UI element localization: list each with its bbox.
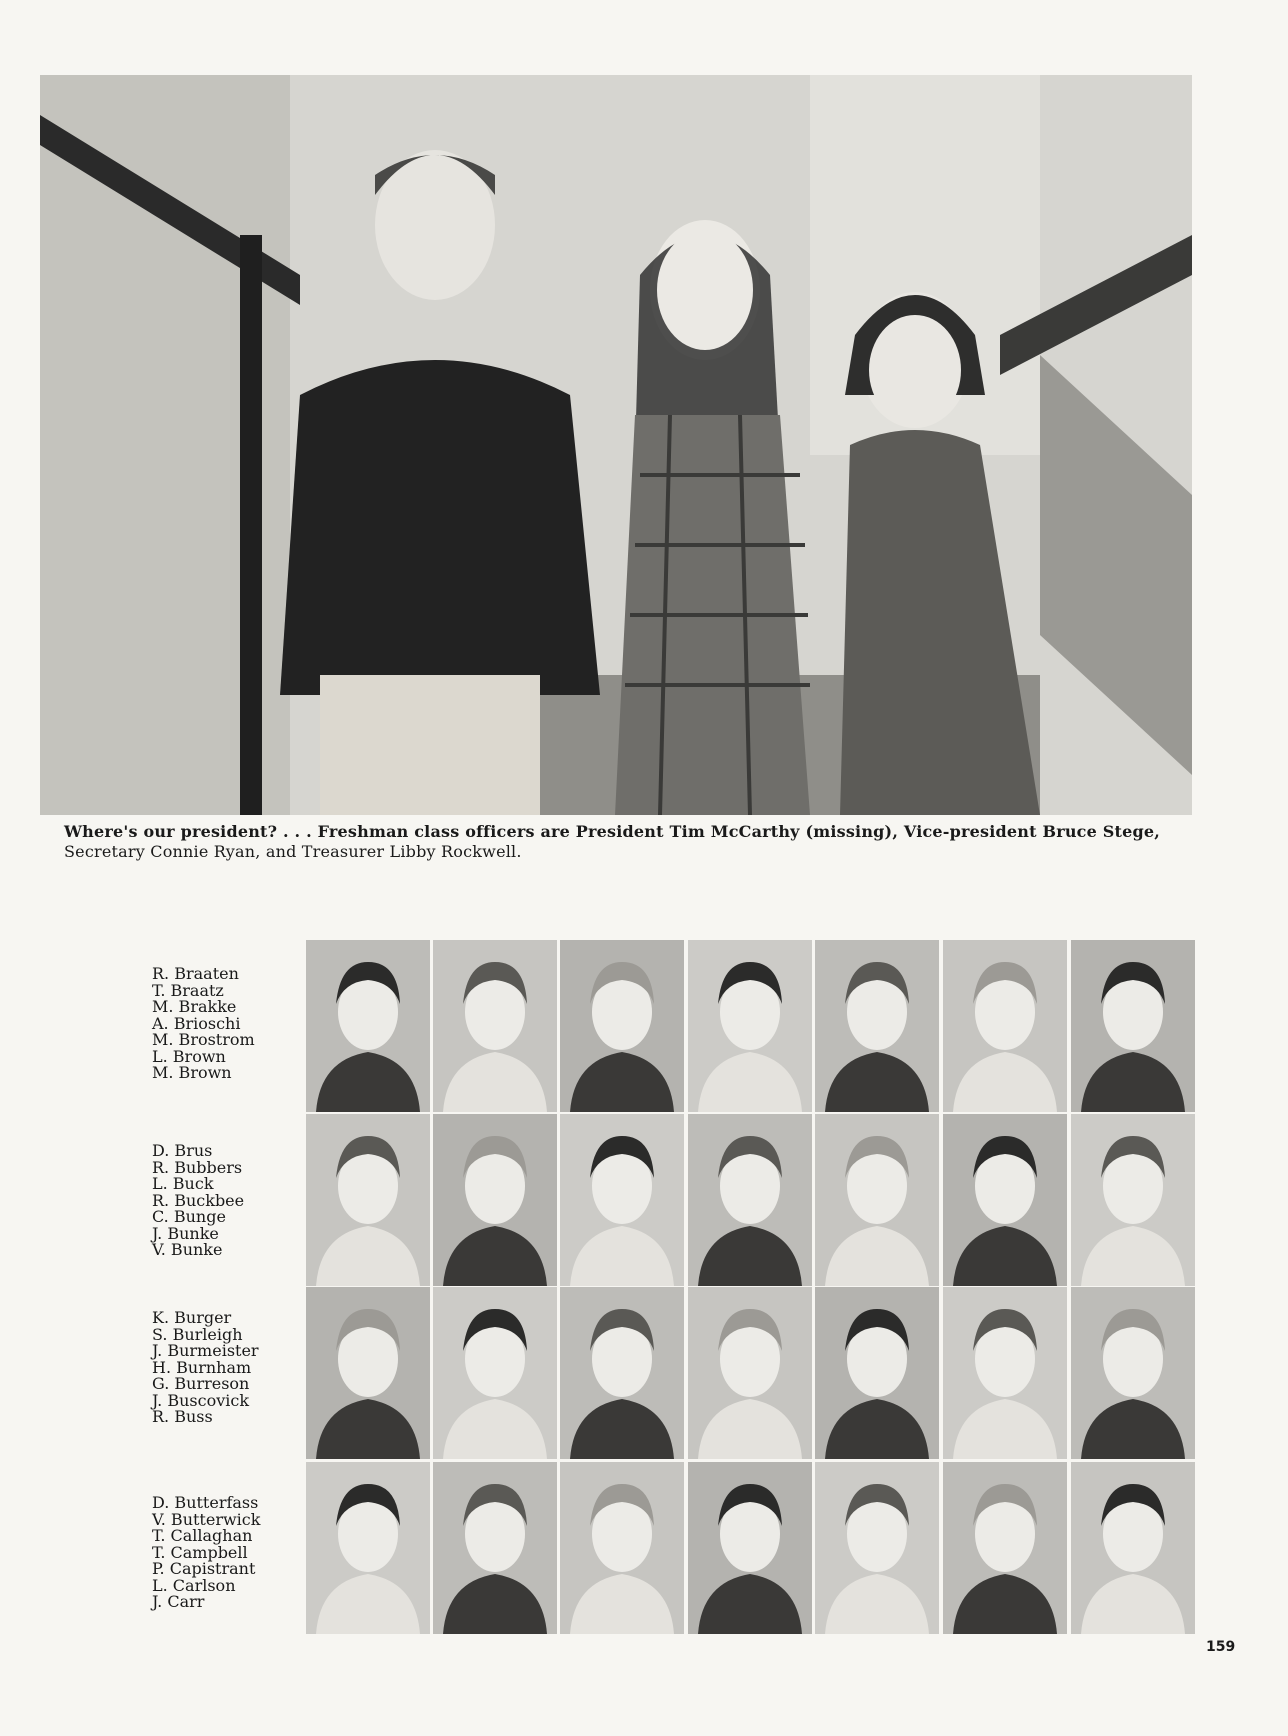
student-portrait (306, 1114, 430, 1286)
portrait-silhouette-icon (560, 1287, 684, 1459)
student-portrait (815, 940, 939, 1112)
roster-row-2 (152, 1143, 292, 1259)
roster-name: D. Butterfass (152, 1493, 259, 1512)
portrait-silhouette-icon (560, 940, 684, 1112)
student-portrait (560, 1114, 684, 1286)
roster-name: K. Burger (152, 1308, 232, 1327)
roster-row-4 (152, 1495, 292, 1611)
portrait-silhouette-icon (815, 1287, 939, 1459)
student-portrait (560, 1287, 684, 1459)
roster-row-1 (152, 966, 292, 1082)
page-number: 159 (1206, 1639, 1236, 1655)
portrait-silhouette-icon (306, 1114, 430, 1286)
class-officers-photo (40, 75, 1192, 815)
student-portrait (688, 1287, 812, 1459)
portrait-silhouette-icon (1071, 1462, 1195, 1634)
roster-name: S. Burleigh (152, 1324, 243, 1344)
portrait-silhouette-icon (433, 940, 557, 1112)
student-portrait (433, 1462, 557, 1634)
roster-name: J. Buscovick (152, 1390, 250, 1410)
roster-name: J. Bunke (152, 1223, 219, 1243)
portrait-silhouette-icon (688, 1114, 812, 1286)
portrait-silhouette-icon (815, 940, 939, 1112)
roster-name: M. Brakke (152, 997, 237, 1016)
student-portrait (1071, 1462, 1195, 1634)
roster-name: R. Buss (152, 1407, 213, 1426)
roster-name: L. Brown (152, 1046, 226, 1066)
student-portrait (815, 1114, 939, 1286)
portrait-silhouette-icon (1071, 1114, 1195, 1286)
student-portrait (560, 1462, 684, 1634)
caption-line-2: Secretary Connie Ryan, and Treasurer Libby Rockwell. (64, 842, 522, 861)
student-portrait (433, 1114, 557, 1286)
caption-line-1: Where's our president? . . . Freshman class officers are President Tim McCarthy (missing), Vice-president Bruce Stege, (64, 822, 1161, 841)
student-portrait (306, 1287, 430, 1459)
portrait-silhouette-icon (306, 1287, 430, 1459)
roster-name: D. Brus (152, 1141, 213, 1160)
portrait-silhouette-icon (306, 1462, 430, 1634)
student-portrait (306, 1462, 430, 1634)
portrait-silhouette-icon (560, 1462, 684, 1634)
student-portrait (560, 940, 684, 1112)
student-portrait (943, 1287, 1067, 1459)
portrait-silhouette-icon (1071, 1287, 1195, 1459)
roster-name: L. Buck (152, 1174, 214, 1193)
roster-name: L. Carlson (152, 1575, 236, 1595)
portrait-silhouette-icon (815, 1114, 939, 1286)
roster-name: R. Bubbers (152, 1157, 243, 1177)
student-portrait (306, 940, 430, 1112)
roster-row-3 (152, 1310, 292, 1426)
portrait-silhouette-icon (433, 1462, 557, 1634)
portrait-silhouette-icon (688, 1462, 812, 1634)
roster-name: H. Burnham (152, 1357, 252, 1377)
portrait-silhouette-icon (943, 1462, 1067, 1634)
roster-name: V. Bunke (152, 1240, 223, 1259)
roster-name: A. Brioschi (152, 1013, 241, 1033)
portrait-silhouette-icon (688, 940, 812, 1112)
roster-name: J. Burmeister (152, 1341, 259, 1360)
portrait-silhouette-icon (1071, 940, 1195, 1112)
portrait-silhouette-icon (815, 1462, 939, 1634)
group-photo-icon (40, 75, 1192, 815)
roster-name: J. Carr (152, 1592, 205, 1611)
roster-name: R. Braaten (152, 964, 239, 983)
roster-name: T. Callaghan (152, 1526, 253, 1545)
student-portrait (943, 1114, 1067, 1286)
roster-name: M. Brostrom (152, 1030, 255, 1049)
portrait-silhouette-icon (943, 1287, 1067, 1459)
portrait-silhouette-icon (306, 940, 430, 1112)
student-portrait (815, 1462, 939, 1634)
student-portrait (688, 1462, 812, 1634)
roster-name: M. Brown (152, 1063, 232, 1082)
student-portrait (688, 940, 812, 1112)
roster-name: T. Campbell (152, 1542, 248, 1562)
roster-name: P. Capistrant (152, 1559, 256, 1578)
roster-name: V. Butterwick (152, 1509, 261, 1529)
student-portrait (433, 1287, 557, 1459)
portrait-silhouette-icon (688, 1287, 812, 1459)
student-portrait (943, 1462, 1067, 1634)
student-portrait (1071, 1114, 1195, 1286)
student-portrait (688, 1114, 812, 1286)
photo-caption (64, 822, 1194, 862)
student-portrait (1071, 940, 1195, 1112)
roster-name: T. Braatz (152, 980, 224, 1000)
roster-name: G. Burreson (152, 1374, 250, 1393)
student-portrait (433, 940, 557, 1112)
student-portrait (1071, 1287, 1195, 1459)
portrait-silhouette-icon (560, 1114, 684, 1286)
student-portrait (943, 940, 1067, 1112)
roster-name: C. Bunge (152, 1207, 226, 1226)
portrait-silhouette-icon (433, 1114, 557, 1286)
portrait-silhouette-icon (943, 1114, 1067, 1286)
portrait-silhouette-icon (943, 940, 1067, 1112)
student-portrait (815, 1287, 939, 1459)
roster-name: R. Buckbee (152, 1190, 245, 1210)
portrait-silhouette-icon (433, 1287, 557, 1459)
